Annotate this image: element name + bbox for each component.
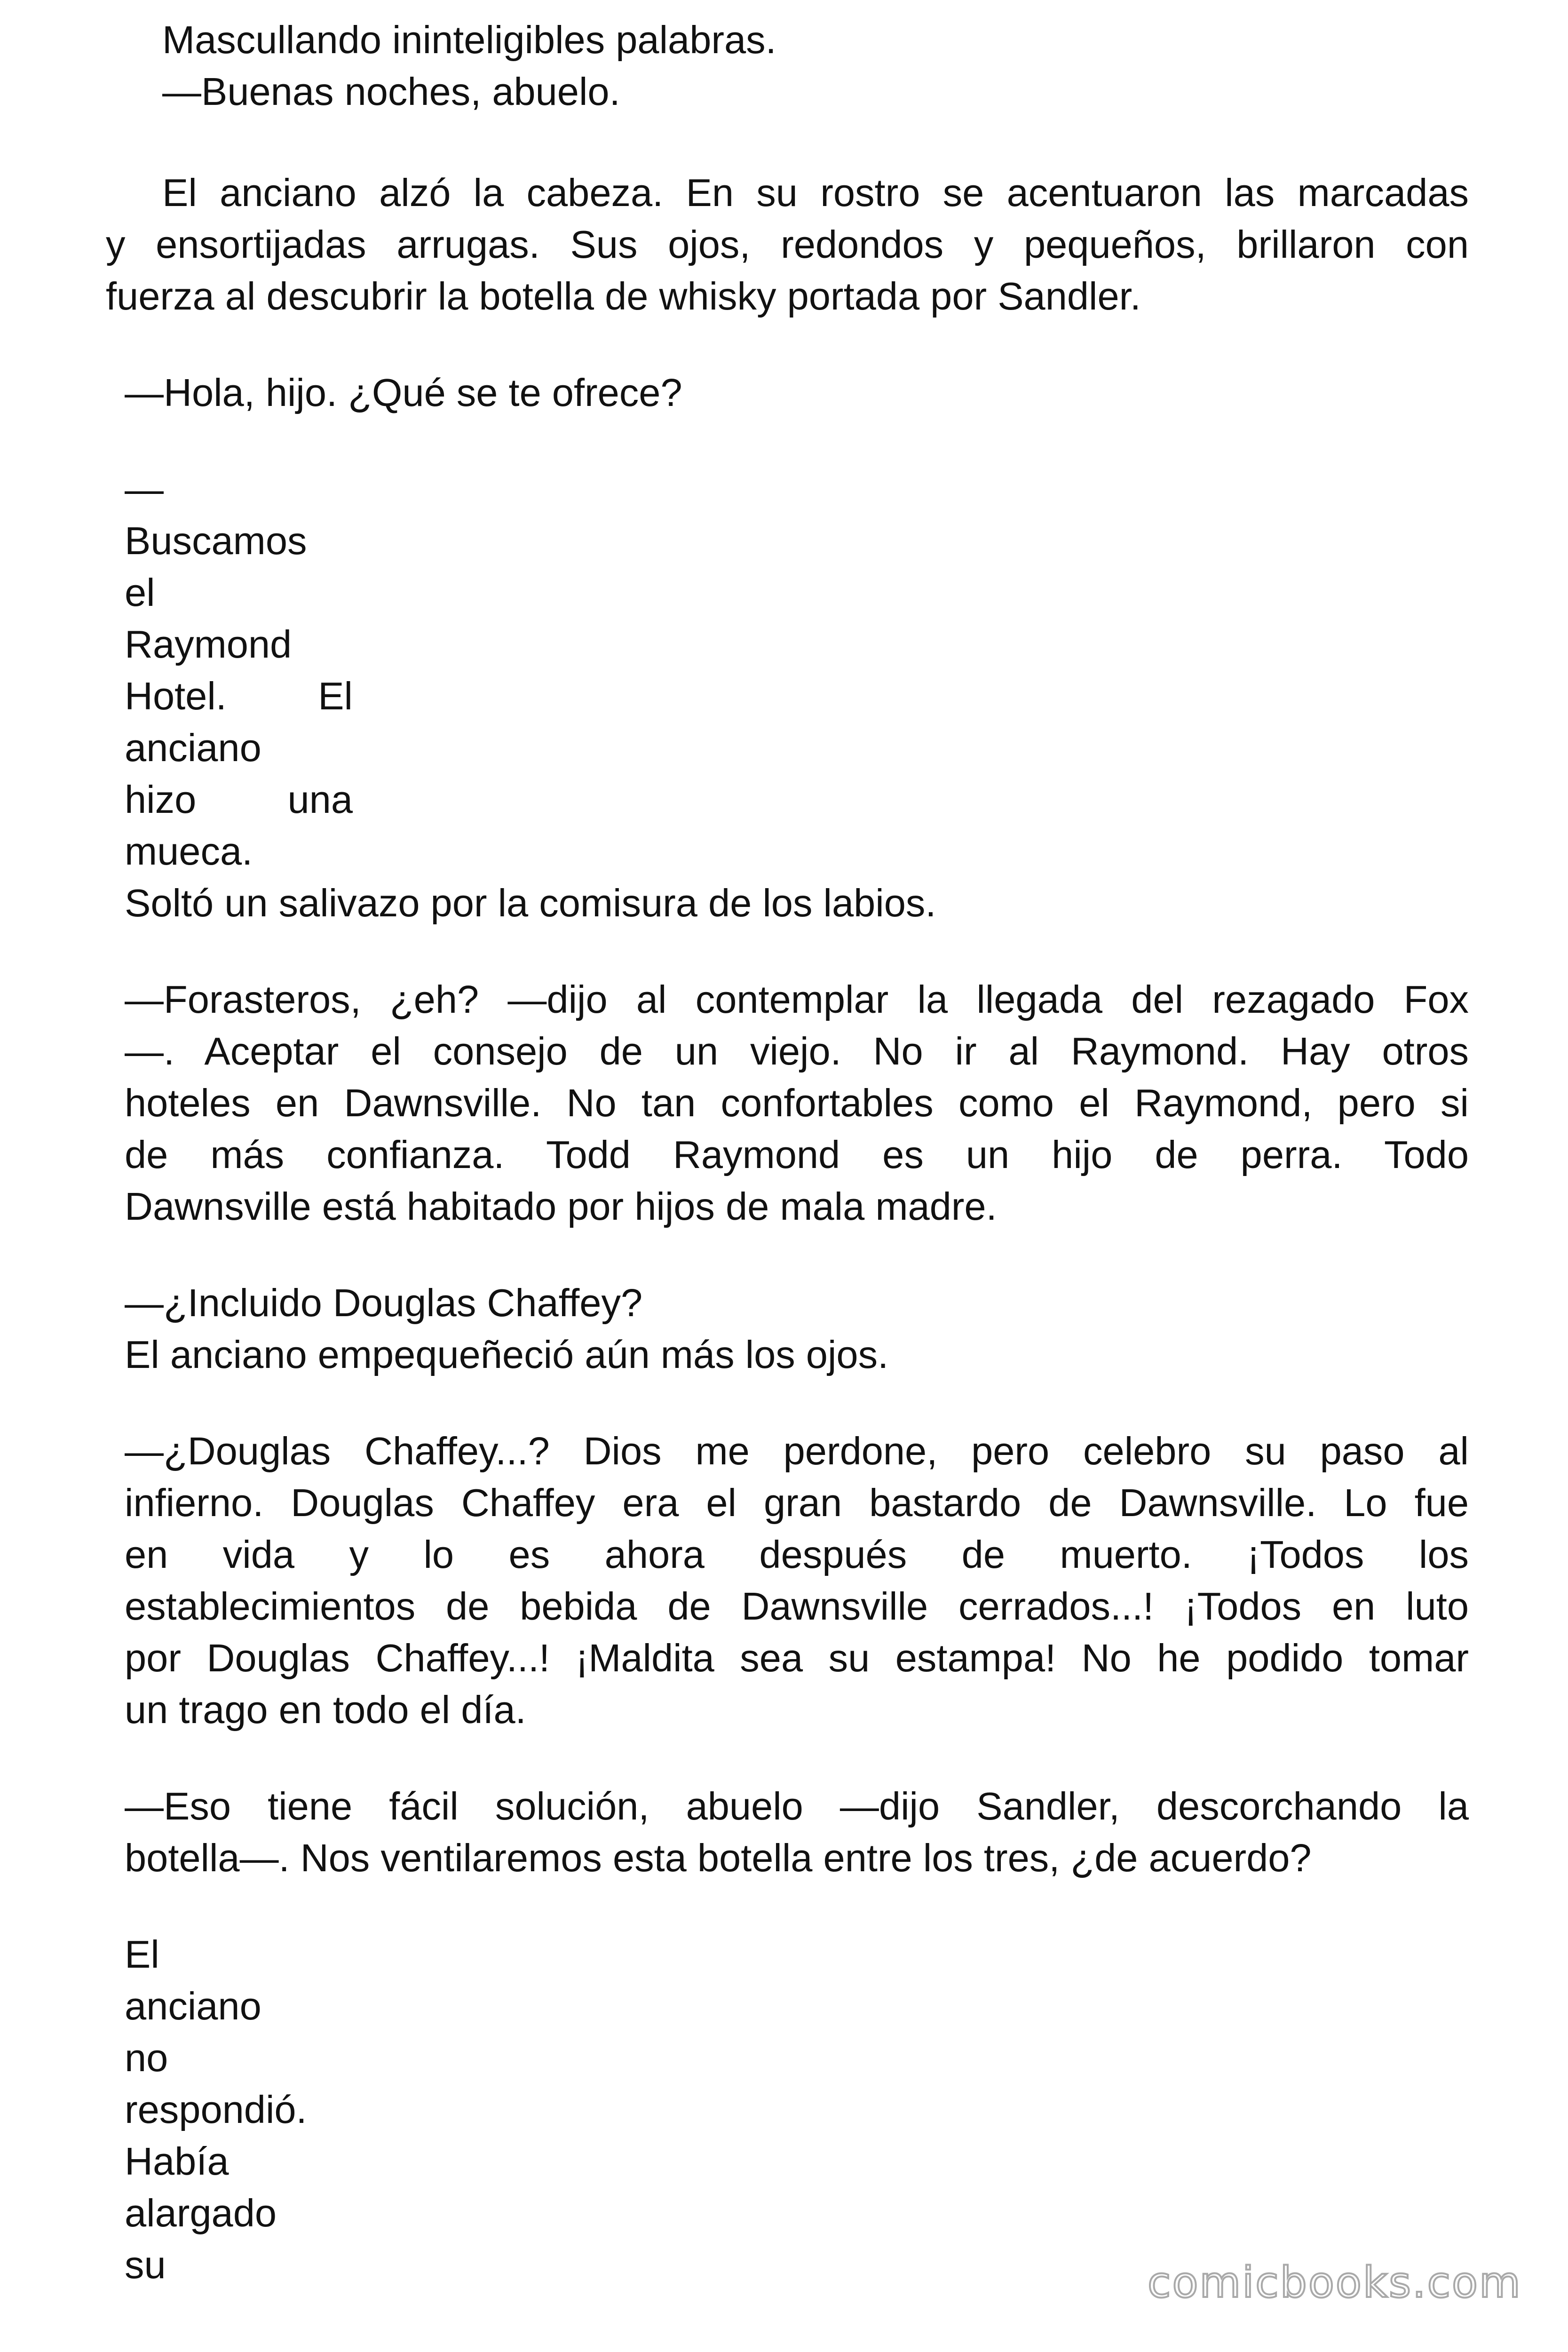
text-line: el [125, 571, 155, 614]
text-line: Mascullando ininteligibles palabras. [162, 18, 776, 62]
text-line: Había [125, 2139, 229, 2183]
text-line: Soltó un salivazo por la comisura de los labios. [125, 881, 936, 925]
text-line: Buscamos [125, 519, 307, 563]
text-line: El anciano empequeñeció aún más los ojos. [125, 1333, 889, 1376]
text-line: establecimientos de bebida de Dawnsville cerrados...! ¡Todos en luto [125, 1584, 1469, 1628]
text-line: —Buenas noches, abuelo. [162, 70, 620, 113]
watermark: comicbooks.com [1148, 2258, 1522, 2307]
narrow-paragraph [125, 463, 353, 877]
text-line: y ensortijadas arrugas. Sus ojos, redondos y pequeños, brillaron con [106, 222, 1469, 266]
text-line: fuerza al descubrir la botella de whisky portada por Sandler. [106, 274, 1141, 318]
text-line: Hotel. El [125, 674, 353, 718]
text-line: — [125, 467, 164, 511]
narrow-paragraph [125, 1929, 353, 2291]
text-line: anciano [125, 726, 261, 770]
text-line: alargado [125, 2191, 277, 2235]
text-line: un trago en todo el día. [125, 1688, 526, 1732]
text-line: por Douglas Chaffey...! ¡Maldita sea su estampa! No he podido tomar [125, 1636, 1469, 1680]
text-line: de más confianza. Todd Raymond es un hijo de perra. Todo [125, 1133, 1469, 1176]
text-line: no [125, 2036, 168, 2080]
text-line: respondió. [125, 2088, 307, 2131]
text-line: —Eso tiene fácil solución, abuelo —dijo Sandler, descorchando la [125, 1784, 1469, 1828]
text-line: —Forasteros, ¿eh? —dijo al contemplar la llegada del rezagado Fox [125, 977, 1469, 1021]
text-line: hoteles en Dawnsville. No tan confortables como el Raymond, pero si [125, 1081, 1469, 1125]
text-line: en vida y lo es ahora después de muerto. ¡Todos los [125, 1533, 1469, 1576]
text-line: anciano [125, 1984, 261, 2028]
text-line: infierno. Douglas Chaffey era el gran bastardo de Dawnsville. Lo fue [125, 1481, 1469, 1525]
text-line: —. Aceptar el consejo de un viejo. No ir al Raymond. Hay otros [125, 1029, 1469, 1073]
text-line: —¿Douglas Chaffey...? Dios me perdone, pero celebro su paso al [125, 1429, 1469, 1473]
text-line: Raymond [125, 622, 292, 666]
text-line: Dawnsville está habitado por hijos de mala madre. [125, 1184, 997, 1228]
text-line: mueca. [125, 829, 253, 873]
text-line: botella—. Nos ventilaremos esta botella entre los tres, ¿de acuerdo? [125, 1836, 1312, 1880]
text-line: El anciano alzó la cabeza. En su rostro se acentuaron las marcadas [162, 171, 1469, 215]
text-line: hizo una [125, 778, 353, 821]
text-line: El [125, 1932, 159, 1976]
text-line: su [125, 2243, 166, 2287]
text-line: —¿Incluido Douglas Chaffey? [125, 1281, 643, 1325]
text-line: —Hola, hijo. ¿Qué se te ofrece? [125, 371, 682, 414]
